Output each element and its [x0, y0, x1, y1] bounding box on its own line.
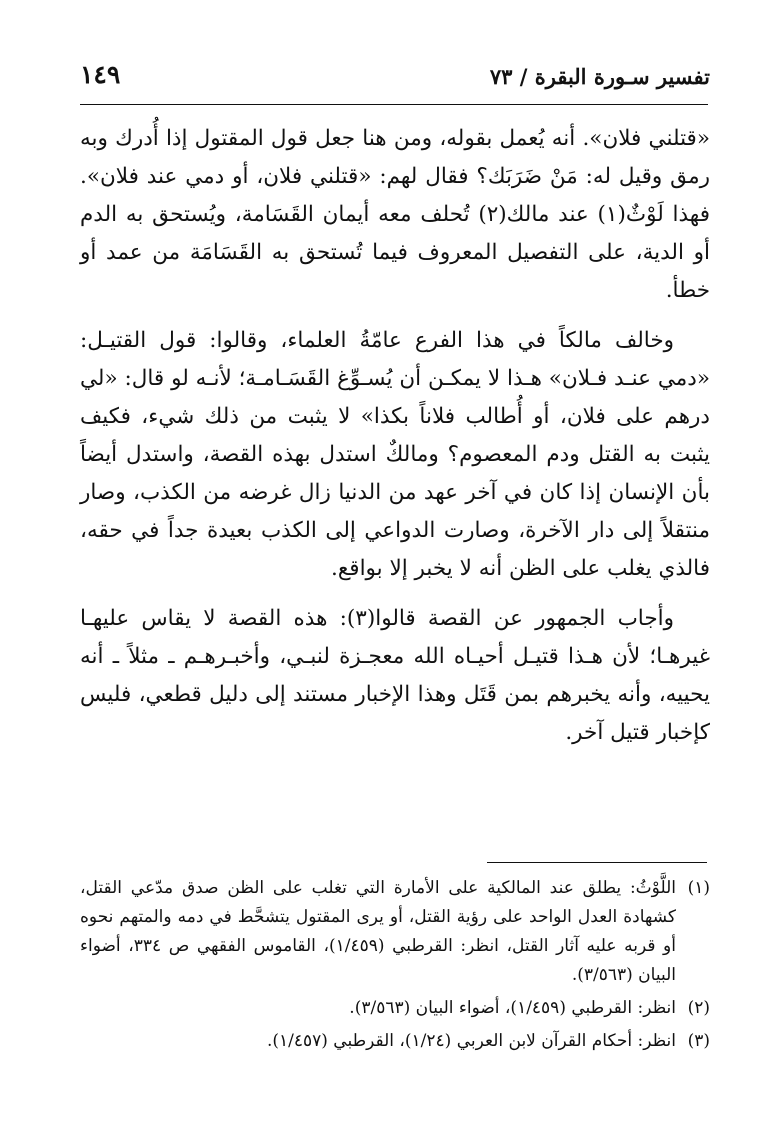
paragraph-2: وخالف مالكاً في هذا الفرع عامّةُ العلماء، وقالوا: قول القتيـل: «دمي عنـد فـلان» هـذا لا يمكـن أن يُسـوِّغ القَسَـامـة؛ لأنـه لو قال: «لي درهم على فلان، أو أُطالب فلاناً بكذا» لا يثبت من ذلك شيء، فكيف يثبت به القتل ودم المعصوم؟ ومالكٌ استدل بهذه القصة، واستدل أيضاً بأن الإنسان إذا كان في آخر عهد من الدنيا زال غرضه من الكذب، وصار منتقلاً إلى دار الآخرة، وصارت الدواعي إلى الكذب بعيدة جداً في حقه، فالذي يغلب على الظن أنه لا يخبر إلا بواقع. [80, 328, 710, 581]
footnote-separator [487, 862, 707, 863]
footnote-2 [80, 994, 710, 1023]
footnote-number: (٢) [687, 998, 710, 1018]
header-divider [80, 104, 708, 105]
footnote-text: اللَّوْثُ: يطلق عند المالكية على الأمارة التي تغلب على الظن صدق مدّعي القتل، كشهادة العدل الواحد على رؤية القتل، أو يرى المقتول يتشحَّط في دمه والمتهم نحوه أو قربه عليه آثار القتل، انظر: القرطبي (١/٤٥٩)، القاموس الفقهي ص ٣٣٤، أضواء البيان (٣/٥٦٣). [80, 878, 676, 985]
running-header [80, 60, 710, 104]
main-text [80, 120, 710, 764]
footnote-3 [80, 1027, 710, 1056]
paragraph-1: «قتلني فلان». أنه يُعمل بقوله، ومن هنا جعل قول المقتول إذا أُدرك وبه رمق وقيل له: مَنْ ضَرَبَك؟ فقال لهم: «قتلني فلان، أو دمي عند فلان». فهذا لَوْثٌ(١) عند مالك(٢) تُحلف معه أيمان القَسَامة، ويُستحق به الدم أو الدية، على التفصيل المعروف فيما تُستحق به القَسَامَة من عمد أو خطأ. [80, 126, 710, 303]
footnote-text: انظر: أحكام القرآن لابن العربي (١/٢٤)، القرطبي (١/٤٥٧). [266, 1031, 676, 1051]
paragraph-3: وأجاب الجمهور عن القصة قالوا(٣): هذه القصة لا يقاس عليهـا غيرهـا؛ لأن هـذا قتيـل أحيـاه الله معجـزة لنبـي، وأخبـرهـم ـ مثلاً ـ أنه يحييه، وأنه يخبرهم بمن قَتَل وهذا الإخبار مستند إلى دليل قطعي، فليس كإخبار قتيل آخر. [80, 606, 710, 745]
footnote-text: انظر: القرطبي (١/٤٥٩)، أضواء البيان (٣/٥٦٣). [349, 998, 676, 1018]
footnote-1 [80, 874, 710, 990]
header-title: تفسير سـورة البقرة / ٧٣ [489, 64, 710, 89]
footnotes [80, 874, 710, 1060]
footnote-number: (٣) [687, 1031, 710, 1051]
page-number: ١٤٩ [80, 60, 121, 89]
footnote-number: (١) [687, 878, 710, 898]
